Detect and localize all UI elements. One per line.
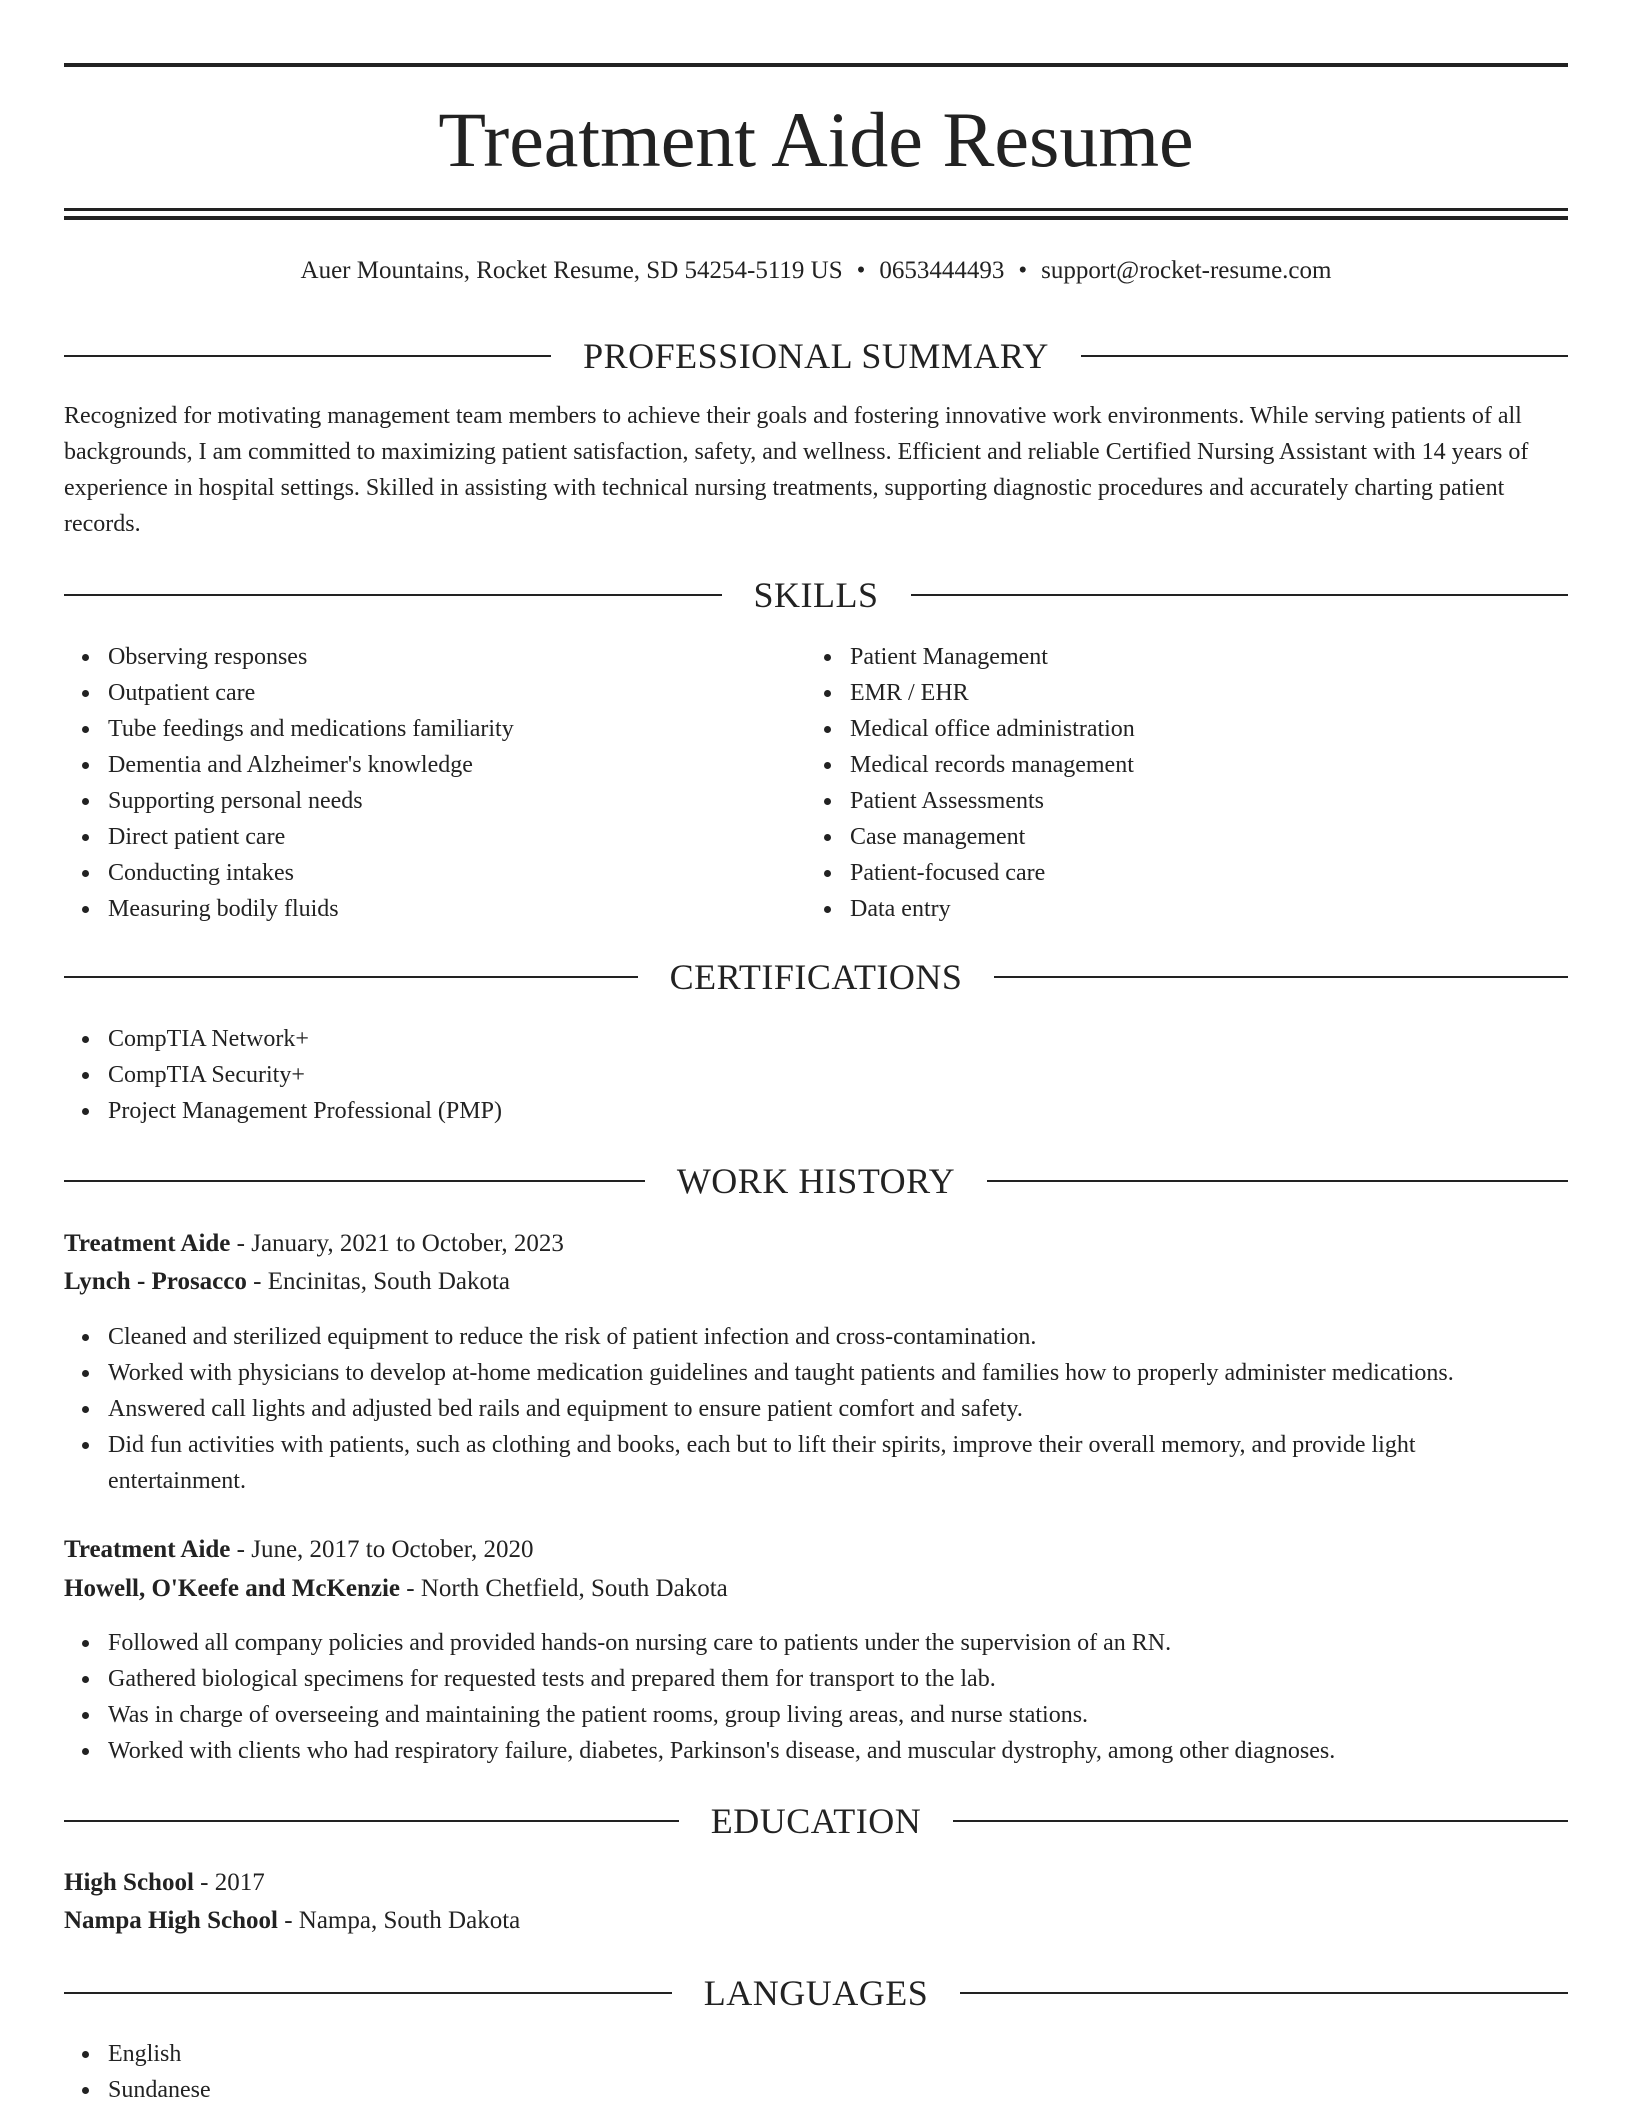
contact-line [64,254,1568,288]
education-school-line [64,1903,1568,1939]
skill-item: Patient Management [850,639,1550,675]
job-bullet-item: Followed all company policies and provided hands-on nursing care to patients under the supervision of an RN. [108,1625,1548,1661]
language-item: English [108,2036,808,2072]
job-bullet-item: Answered call lights and adjusted bed rails and equipment to ensure patient comfort and safety. [108,1391,1548,1427]
job-2-bullets [64,1625,1548,1769]
languages-list [64,2036,808,2108]
section-heading-skills [64,572,1568,618]
section-heading-label: WORK HISTORY [676,1161,956,1201]
certification-item: CompTIA Network+ [108,1021,1508,1057]
job-dates: - January, 2021 to October, 2023 [230,1230,564,1257]
education-degree-line [64,1865,1568,1901]
job-bullet-item: Did fun activities with patients, such as clothing and books, each but to lift their spirits, improve their overall memory, and provide light entertainment. [108,1427,1548,1499]
section-heading-label: LANGUAGES [703,1973,929,2013]
heading-rule [64,1992,672,1994]
skill-item: Observing responses [108,639,808,675]
skill-item: Direct patient care [108,819,808,855]
certifications-list [64,1021,1508,1129]
job-1-title-line [64,1226,1568,1262]
summary-text: Recognized for motivating management team members to achieve their goals and fostering innovative work environments. While serving patients of all backgrounds, I am committed to maximizing patient satisfaction, safety, and wellness. Efficient and reliable Certified Nursing Assistant with 14 years of experience in hospital settings. Skilled in assisting with technical nursing treatments, supporting diagnostic procedures and accurately charting patient records. [64,403,1529,537]
contact-phone: 0653444493 [879,257,1005,284]
education-school: Nampa High School [64,1907,278,1934]
skills-list-right [806,639,1550,927]
heading-rule [64,1180,645,1182]
certification-item: Project Management Professional (PMP) [108,1093,1508,1129]
section-heading-label: EDUCATION [710,1801,922,1841]
job-location: - Encinitas, South Dakota [246,1268,511,1295]
job-2-title-line [64,1532,1568,1568]
heading-rule [1081,355,1568,357]
skill-item: Patient Assessments [850,783,1550,819]
skill-item: Conducting intakes [108,855,808,891]
education-year: - 2017 [193,1869,265,1896]
job-bullet-item: Was in charge of overseeing and maintaining the patient rooms, group living areas, and nurse stations. [108,1697,1548,1733]
heading-rule [960,1992,1568,1994]
heading-rule [911,594,1569,596]
contact-separator: • [856,257,866,284]
section-heading-label: PROFESSIONAL SUMMARY [583,336,1049,376]
skill-item: Patient-focused care [850,855,1550,891]
section-heading-label: SKILLS [753,575,879,615]
education-location: - Nampa, South Dakota [277,1907,521,1934]
job-company: Lynch - Prosacco [64,1268,247,1295]
job-bullet-item: Worked with physicians to develop at-home medication guidelines and taught patients and families how to properly administer medications. [108,1355,1548,1391]
resume-title: Treatment Aide Resume [438,96,1194,183]
job-company: Howell, O'Keefe and McKenzie [64,1575,401,1602]
heading-rule [994,976,1568,978]
contact-email: support@rocket-resume.com [1041,257,1332,284]
skill-item: Dementia and Alzheimer's knowledge [108,747,808,783]
heading-rule [64,594,722,596]
section-heading-work-history [64,1158,1568,1204]
section-heading-languages [64,1970,1568,2016]
section-heading-summary [64,333,1568,379]
heading-rule [953,1820,1568,1822]
job-role: Treatment Aide [64,1230,231,1257]
contact-address: Auer Mountains, Rocket Resume, SD 54254-5119 US [300,257,843,284]
heading-rule [64,1820,679,1822]
skill-item: EMR / EHR [850,675,1550,711]
skill-item: Data entry [850,891,1550,927]
job-bullet-item: Worked with clients who had respiratory failure, diabetes, Parkinson's disease, and muscular dystrophy, among other diagnoses. [108,1733,1548,1769]
heading-rule [987,1180,1568,1182]
section-heading-education [64,1798,1568,1844]
top-rule [64,63,1568,67]
job-bullet-item: Cleaned and sterilized equipment to reduce the risk of patient infection and cross-contamination. [108,1319,1548,1355]
education-degree: High School [64,1869,194,1896]
job-1-company-line [64,1264,1568,1300]
section-heading-label: CERTIFICATIONS [669,957,963,997]
contact-separator: • [1018,257,1028,284]
skill-item: Medical records management [850,747,1550,783]
skill-item: Measuring bodily fluids [108,891,808,927]
heading-rule [64,355,551,357]
skill-item: Outpatient care [108,675,808,711]
title-double-rule [64,208,1568,220]
skill-item: Case management [850,819,1550,855]
section-heading-certifications [64,954,1568,1000]
heading-rule [64,976,638,978]
job-dates: - June, 2017 to October, 2020 [230,1536,534,1563]
skill-item: Tube feedings and medications familiarity [108,711,808,747]
job-2-company-line [64,1571,1568,1607]
job-location: - North Chetfield, South Dakota [400,1575,728,1602]
skill-item: Supporting personal needs [108,783,808,819]
skill-item: Medical office administration [850,711,1550,747]
certification-item: CompTIA Security+ [108,1057,1508,1093]
language-item: Sundanese [108,2072,808,2108]
job-1-bullets [64,1319,1548,1499]
job-role: Treatment Aide [64,1536,231,1563]
job-bullet-item: Gathered biological specimens for requested tests and prepared them for transport to the lab. [108,1661,1548,1697]
skills-list-left [64,639,808,927]
